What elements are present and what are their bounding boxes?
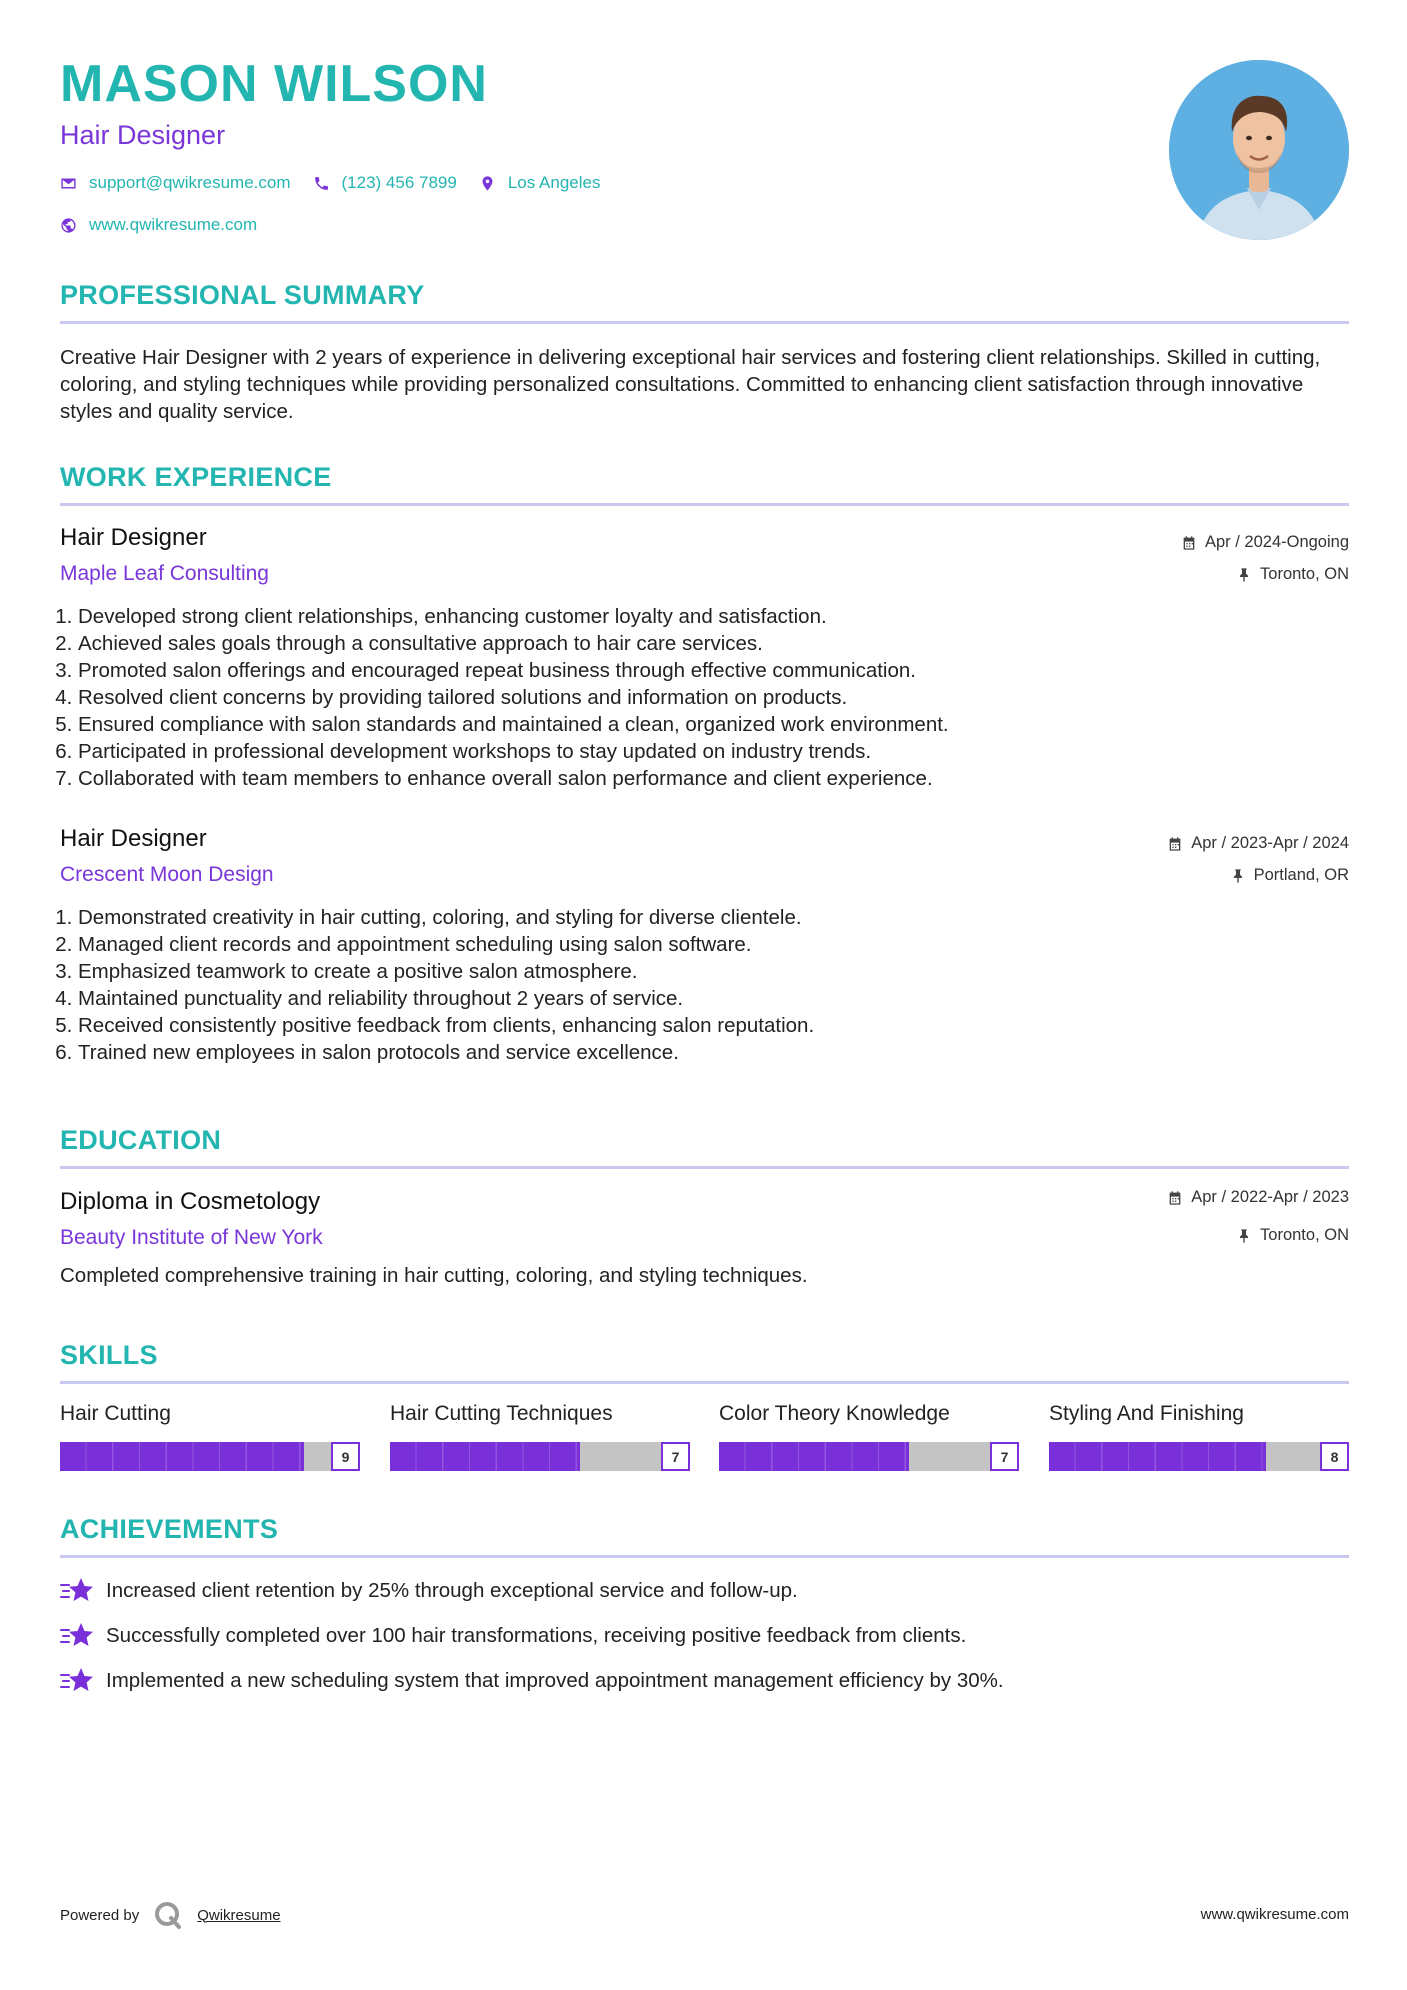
footer-powered-by [60, 1900, 281, 1930]
list-item: 3. Emphasized teamwork to create a positive salon atmosphere. [78, 958, 1328, 985]
skill-name: Color Theory Knowledge [719, 1402, 950, 1425]
job-bullets [60, 603, 1328, 792]
list-item: 7. Collaborated with team members to enhance overall salon performance and client experience. [78, 765, 1328, 792]
list-item: 2. Achieved sales goals through a consultative approach to hair care services. [78, 630, 1328, 657]
school-name: Beauty Institute of New York [60, 1226, 323, 1249]
phone-icon [313, 175, 330, 192]
list-item: 6. Trained new employees in salon protocols and service excellence. [78, 1039, 1328, 1066]
list-item: 5. Ensured compliance with salon standards and maintained a clean, organized work environment. [78, 711, 1328, 738]
skill-level-fill [1049, 1442, 1266, 1471]
candidate-title: Hair Designer [60, 120, 226, 150]
star-icon [60, 1621, 94, 1651]
section-title-achievements: ACHIEVEMENTS [60, 1514, 279, 1544]
summary-text: Creative Hair Designer with 2 years of experience in delivering exceptional hair services and fostering client relationships. Skilled in cutting, coloring, and styling techniques while providing personalized consultations. Committed to enhancing client satisfaction through innovative styles and quality service. [60, 346, 1321, 423]
job-dates: Apr / 2023-Apr / 2024 [1167, 834, 1349, 853]
star-icon [60, 1666, 94, 1696]
pushpin-icon [1236, 567, 1252, 583]
calendar-icon [1167, 1190, 1183, 1206]
contact-row [60, 173, 600, 193]
skill-bar [390, 1442, 690, 1471]
education-dates: Apr / 2022-Apr / 2023 [1167, 1188, 1349, 1207]
degree-title: Diploma in Cosmetology [60, 1188, 321, 1215]
skill-bar [719, 1442, 1019, 1471]
company-name: Maple Leaf Consulting [60, 562, 269, 585]
skill-score: 7 [661, 1442, 690, 1471]
section-divider [60, 321, 1349, 324]
job-dates: Apr / 2024-Ongoing [1181, 533, 1349, 552]
list-item: 4. Maintained punctuality and reliability throughout 2 years of service. [78, 985, 1328, 1012]
website-link[interactable]: www.qwikresume.com [89, 215, 258, 234]
skill-item [1049, 1402, 1349, 1471]
job-location: Portland, OR [1230, 866, 1349, 885]
list-item: 1. Demonstrated creativity in hair cutting, coloring, and styling for diverse clientele. [78, 904, 1328, 931]
section-divider [60, 1381, 1349, 1384]
footer-website[interactable]: www.qwikresume.com [1200, 1906, 1349, 1923]
skill-item [390, 1402, 690, 1471]
job-title: Hair Designer [60, 825, 207, 852]
list-item: 2. Managed client records and appointment scheduling using salon software. [78, 931, 1328, 958]
location-text: Los Angeles [507, 173, 601, 192]
pushpin-icon [1236, 1228, 1252, 1244]
section-divider [60, 1555, 1349, 1558]
contact-location [479, 173, 601, 193]
skill-item [60, 1402, 360, 1471]
company-name: Crescent Moon Design [60, 863, 274, 886]
contact-phone [313, 173, 457, 193]
email-link[interactable]: support@qwikresume.com [89, 173, 291, 192]
globe-icon [60, 217, 77, 234]
calendar-icon [1181, 535, 1197, 551]
skill-score: 9 [331, 1442, 360, 1471]
resume-page [60, 0, 1349, 1990]
phone-number: (123) 456 7899 [341, 173, 457, 192]
calendar-icon [1167, 836, 1183, 852]
section-divider [60, 503, 1349, 506]
list-item: 3. Promoted salon offerings and encouraged repeat business through effective communication. [78, 657, 1328, 684]
section-title-experience: WORK EXPERIENCE [60, 462, 332, 492]
skill-score: 7 [990, 1442, 1019, 1471]
education-location: Toronto, ON [1236, 1226, 1349, 1245]
skill-bar [60, 1442, 360, 1471]
powered-by-label: Powered by [60, 1906, 140, 1924]
skill-level-fill [60, 1442, 304, 1471]
pushpin-icon [1230, 868, 1246, 884]
job-location: Toronto, ON [1236, 565, 1349, 584]
achievement-item: Successfully completed over 100 hair transformations, receiving positive feedback from clients. [60, 1621, 966, 1651]
contact-website[interactable] [60, 215, 257, 235]
section-title-education: EDUCATION [60, 1125, 222, 1155]
avatar-illustration [1169, 60, 1349, 240]
skill-name: Hair Cutting Techniques [390, 1402, 613, 1425]
map-pin-icon [479, 175, 496, 192]
contact-email[interactable] [60, 173, 291, 193]
skill-name: Styling And Finishing [1049, 1402, 1244, 1425]
section-title-skills: SKILLS [60, 1340, 158, 1370]
list-item: 1. Developed strong client relationships, enhancing customer loyalty and satisfaction. [78, 603, 1328, 630]
skill-bar [1049, 1442, 1349, 1471]
skill-name: Hair Cutting [60, 1402, 171, 1425]
section-title-summary: PROFESSIONAL SUMMARY [60, 280, 425, 310]
skill-item [719, 1402, 1019, 1471]
skill-level-fill [719, 1442, 909, 1471]
skill-level-fill [390, 1442, 580, 1471]
contact-row-website [60, 215, 257, 235]
skill-score: 8 [1320, 1442, 1349, 1471]
job-bullets [60, 904, 1328, 1066]
section-divider [60, 1166, 1349, 1169]
candidate-name: MASON WILSON [60, 55, 488, 113]
qwikresume-logo-icon [153, 1900, 183, 1930]
list-item: 5. Received consistently positive feedback from clients, enhancing salon reputation. [78, 1012, 1328, 1039]
envelope-icon [60, 175, 77, 192]
achievement-item: Increased client retention by 25% through exceptional service and follow-up. [60, 1576, 798, 1606]
job-title: Hair Designer [60, 524, 207, 551]
profile-photo [1169, 60, 1349, 240]
star-icon [60, 1576, 94, 1606]
achievement-item: Implemented a new scheduling system that improved appointment management efficiency by 30%. [60, 1666, 1004, 1696]
list-item: 6. Participated in professional development workshops to stay updated on industry trends. [78, 738, 1328, 765]
qwikresume-link[interactable]: Qwikresume [197, 1906, 281, 1924]
list-item: 4. Resolved client concerns by providing tailored solutions and information on products. [78, 684, 1328, 711]
education-description: Completed comprehensive training in hair cutting, coloring, and styling techniques. [60, 1264, 808, 1287]
